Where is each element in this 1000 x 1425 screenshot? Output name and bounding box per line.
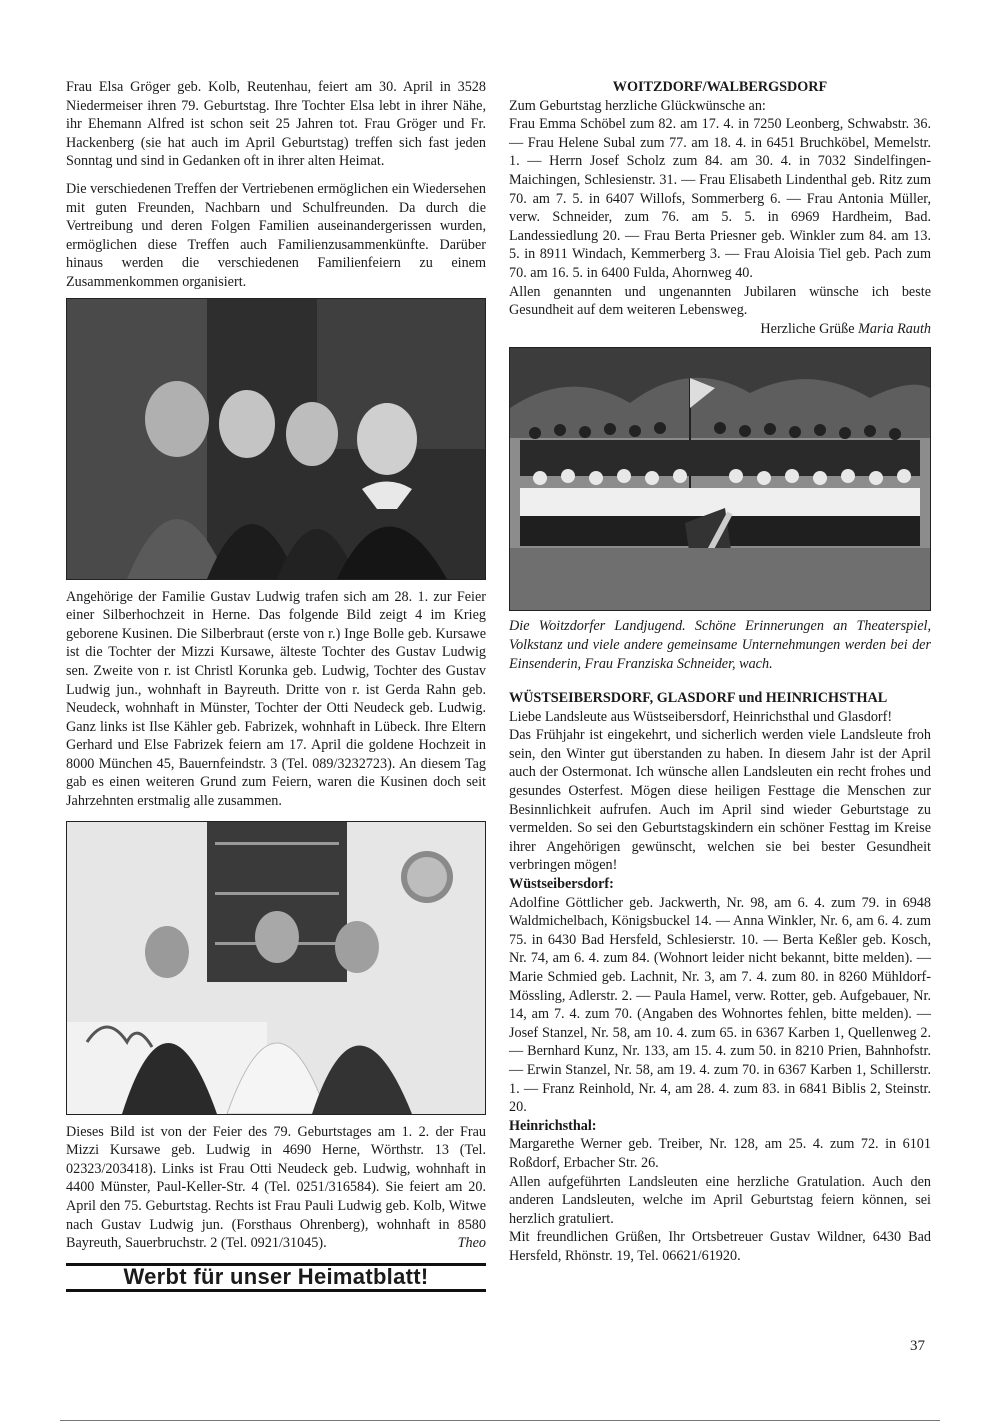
w-easter-text: Das Frühjahr ist eingekehrt, und sicherlich werden viele Landsleute froh sein, den Winter gut überstanden zu haben. In diesem Jahr ist der April auch der Ostermonat. Ich wünsche allen Landsleuten ein recht frohes und gesundes Osterfest. Mögen diese heiligen Festtage die Menschen zur Besinnlichkeit aufrufen. Auch im April sind wieder Geburtstage zu vermelden. So sei den Geburtstagskindern ein schöner Festtag im Kreise ihrer Angehörigen gewünscht, welchen sie bei bester Gesundheit verbringen mögen! bbox=[509, 727, 931, 874]
woitz-closing: Allen genannten und ungenannten Jubilaren wünsche ich beste Gesundheit auf dem weiteren Lebensweg. bbox=[509, 283, 931, 319]
caption-birthday: Dieses Bild ist von der Feier des 79. Geburtstages am 1. 2. der Frau Mizzi Kursawe geb. Ludwig in 4690 Herne, Wörthstr. 13 (Tel. 02323/203418). Links ist Frau Otti Neudeck geb. Ludwig, wohnhaft in 4400 Münster, Paul-Keller-Str. 4 (Tel. 0251/316584). Sie feiert am 20. April den 75. Geburtstag. Rechts ist Frau Pauli Ludwig geb. Kolb, Witwe nach Gustav Ludwig jun. (Forsthaus Ohrenberg), wohnhaft in 8580 Bayreuth, Sauerbruchstr. 2 (Tel. 0921/31045). Theo bbox=[66, 1123, 486, 1252]
woitz-signature: Maria Rauth bbox=[858, 320, 931, 337]
photo-birthday-celebration bbox=[66, 821, 486, 1115]
w-entries: Adolfine Göttlicher geb. Jackwerth, Nr. 98, am 6. 4. zum 79. in 6948 Waldmichelbach, Königsbuckel 14. — Anna Winkler, Nr. 6, am 6. 4. zum 75. in 6430 Bad Hersfeld, Schlesierstr. 10. — Berta Keßler geb. Kosch, Nr. 74, am 6. 4. zum 84. (Wohnort leider nicht bekannt, bitte melden). — Marie Schmied geb. Lachnit, Nr. 3, am 7. 4. zum 80. in 8260 Mühldorf-Mössling, Adlerstr. 2. — Paula Hamel, verw. Rotter, geb. Aufgebauer, Nr. 14, am 7. 4. zum 70. (Angaben des Wohnortes fehlen, bitte melden). — Josef Stanzel, Nr. 58, am 10. 4. zum 65. in 6367 Karben 1, Quellenweg 2. — Bernhard Kunz, Nr. 133, am 15. 4. zum 50. in 8210 Prien, Bahnhofstr. — Erwin Stanzel, Nr. 58, am 19. 4. zum 70. in 6367 Karben 1, Schillerstr. 1. — Franz Reinhold, Nr. 4, am 28. 4. zum 83. in 6841 Biblis 2, Steinstr. 20. bbox=[509, 894, 931, 1116]
sub-heinrichsthal: Heinrichsthal: bbox=[509, 1117, 597, 1134]
photo-landjugend bbox=[509, 347, 931, 611]
h-closing: Allen aufgeführten Landsleuten eine herzliche Gratulation. Auch den anderen Landsleuten, welche im April Geburtstag feiern können, sei herzlich gratuliert. bbox=[509, 1173, 931, 1227]
sub-wuestseibersdorf: Wüstseibersdorf: bbox=[509, 876, 614, 893]
w-greeting: Liebe Landsleute aus Wüstseibersdorf, Heinrichsthal und Glasdorf! bbox=[509, 708, 893, 725]
woitz-entries: Frau Emma Schöbel zum 82. am 17. 4. in 7250 Leonberg, Schwabstr. 36. — Frau Helene Subal zum 77. am 18. 4. in 6451 Bruchköbel, Memelstr. 1. — Herrn Josef Scholz zum 84. am 30. 4. in 7032 Sindelfingen-Maichingen, Schlesienstr. 31. — Frau Elisabeth Lindenthal geb. Ritz zum 70. am 7. 5. in 6407 Willofs, Sommerberg 6. — Frau Antonia Müller, verw. Schneider, zum 76. am 5. 5. in 6969 Hardheim, Bad. Landessiedlung 20. — Frau Berta Priesner geb. Winkler zum 84. am 13. 5. in 8911 Windach, Kemmerberg 3. — Frau Aloisia Tiel geb. Pach zum 70. am 16. 5. in 6400 Fulda, Ahornweg 40. bbox=[509, 116, 931, 281]
caption-signature: Theo bbox=[457, 1235, 486, 1252]
woitz-intro: Zum Geburtstag herzliche Glückwünsche an: bbox=[509, 97, 766, 114]
caption-landjugend: Die Woitzdorfer Landjugend. Schöne Erinnerungen an Theaterspiel, Volkstanz und viele andere gemeinsame Unternehmungen werden bei der Einsenderin, Frau Franziska Schneider, wach. bbox=[509, 618, 931, 672]
heading-woitzdorf: WOITZDORF/WALBERGSDORF bbox=[612, 79, 828, 95]
left-column bbox=[66, 78, 486, 1292]
photo-cousins bbox=[66, 298, 486, 580]
h-entry: Margarethe Werner geb. Treiber, Nr. 128, am 25. 4. zum 72. in 6101 Roßdorf, Erbacher Str. 26. bbox=[509, 1136, 931, 1171]
h-signature: Mit freundlichen Grüßen, Ihr Ortsbetreuer Gustav Wildner, 6430 Bad Hersfeld, Rhönstr. 19, Tel. 06621/61920. bbox=[509, 1229, 931, 1264]
caption-cousins: Angehörige der Familie Gustav Ludwig trafen sich am 28. 1. zur Feier einer Silberhochzeit in Herne. Das folgende Bild zeigt 4 im Krieg geborene Kusinen. Die Silberbraut (erste von r.) Inge Bolle geb. Kursawe ist die Tochter der Mizzi Kursawe, älteste Tochter des Gustav Ludwig sen. Zweite von r. ist Christl Korunka geb. Ludwig, Tochter des Gustav Ludwig jun., wohnhaft in Bayreuth. Dritte von r. ist Gerda Rahn geb. Neudeck, wohnhaft in Münster, Tochter der Otti Neudeck geb. Ludwig. Ganz links ist Ilse Kähler geb. Fabrizek, wohnhaft in Lübeck. Ihre Eltern Gerhard und Else Fabrizek feiern am 17. April die goldene Hochzeit in 8000 München 45, Bauernfeindstr. 3 (Tel. 089/3232723). An diesem Tag gab es einen weiteren Grund zum Feiern, waren die Kusinen doch seit Jahrzehnten erstmalig alle zusammen. bbox=[66, 588, 486, 810]
intro-paragraph-1: Frau Elsa Gröger geb. Kolb, Reutenhau, feiert am 30. April in 3528 Niedermeiser ihren 79. Geburtstag. Ihre Tochter Elsa lebt in ihrer Nähe, ihr Ehemann Alfred ist schon seit 25 Jahren tot. Frau Gröger und Fr. Hackenberg (sie hat auch im April Geburtstag) treffen sich fast jeden Sonntag und sind in Gedanken oft in ihrer alten Heimat. bbox=[66, 79, 486, 170]
banner-werbt: Werbt für unser Heimatblatt! bbox=[66, 1263, 486, 1293]
woitz-greeting-line: Herzliche Grüße Maria Rauth bbox=[760, 320, 931, 337]
bottom-rule bbox=[60, 1420, 940, 1421]
heading-wuestseibersdorf: WÜSTSEIBERSDORF, GLASDORF und HEINRICHSTHAL bbox=[509, 690, 888, 707]
page-number: 37 bbox=[910, 1338, 925, 1354]
intro-paragraph-2: Die verschiedenen Treffen der Vertriebenen ermöglichen ein Wiedersehen mit guten Freunden, Nachbarn und Schulfreunden. Da durch die Vertreibung und deren Folgen Familien auseinandergerissen wurden, ermöglichen diese Treffen auch Familienzusammenkünfte. Darüber hinaus werden die verschiedenen Familienfeiern zu einem Zusammenkommen organisiert. bbox=[66, 180, 486, 290]
right-column bbox=[509, 78, 931, 1266]
